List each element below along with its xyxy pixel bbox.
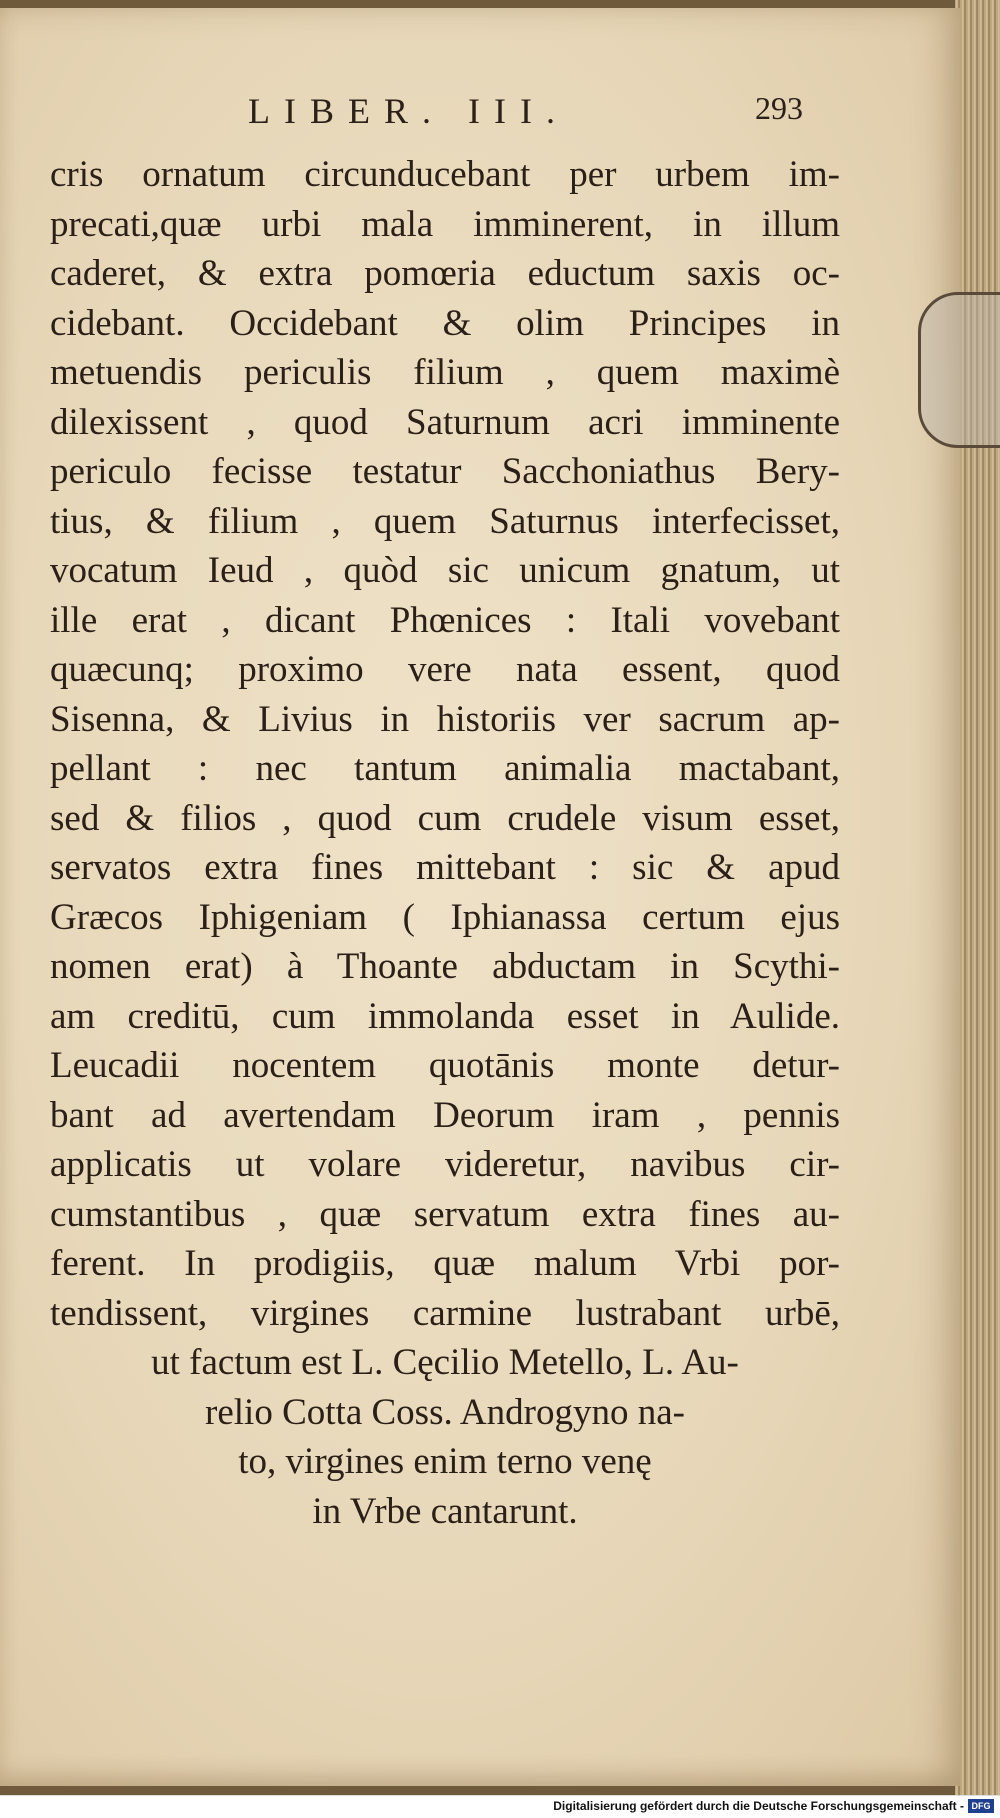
text-line: ille erat , dicant Phœnices : Itali vovebant (50, 599, 840, 641)
text-line: sed & filios , quod cum crudele visum esset, (50, 797, 840, 839)
running-head: LIBER. III. (248, 91, 569, 131)
page-header (0, 90, 960, 150)
text-line: Leucadii nocentem quotānis monte detur- (50, 1045, 840, 1086)
text-line: tius, & filium , quem Saturnus interfecisset, (50, 500, 840, 542)
text-line: dilexissent , quod Saturnum acri imminente (50, 401, 840, 443)
page-clip (918, 292, 1000, 448)
text-line: tendissent, virgines carmine lustrabant urbē, (50, 1292, 840, 1334)
book-page (0, 8, 960, 1786)
text-line: cidebant. Occidebant & olim Principes in (50, 302, 840, 344)
book-page-edges (955, 0, 1000, 1795)
text-line: ut factum est L. Cęcilio Metello, L. Au- (151, 1342, 739, 1383)
text-line: relio Cotta Coss. Androgyno na- (205, 1391, 685, 1433)
text-line: quæcunq; proximo vere nata essent, quod (50, 649, 840, 690)
text-line: in Vrbe cantarunt. (312, 1490, 578, 1532)
text-line: periculo fecisse testatur Sacchoniathus Bery- (50, 451, 840, 492)
digitization-footer (0, 1795, 1000, 1818)
text-line: ferent. In prodigiis, quæ malum Vrbi por- (50, 1243, 840, 1284)
text-line: bant ad avertendam Deorum iram , pennis (50, 1094, 840, 1136)
dfg-logo: DFG (968, 1799, 994, 1813)
text-line: servatos extra fines mittebant : sic & apud (50, 847, 840, 888)
text-line: Græcos Iphigeniam ( Iphianassa certum ejus (50, 896, 840, 938)
text-line: cumstantibus , quæ servatum extra fines au- (50, 1193, 840, 1235)
page-number: 293 (755, 90, 803, 126)
text-line: Sisenna, & Livius in historiis ver sacrum ap- (50, 698, 840, 740)
text-line: vocatum Ieud , quòd sic unicum gnatum, ut (50, 550, 840, 591)
text-line: cris ornatum circunducebant per urbem im- (50, 154, 840, 195)
text-line: nomen erat) à Thoante abductam in Scythi- (50, 946, 840, 987)
funding-credit: Digitalisierung gefördert durch die Deutsche Forschungsgemeinschaft - (553, 1799, 964, 1813)
text-line: am creditū, cum immolanda esset in Aulide. (50, 995, 840, 1037)
text-line: to, virgines enim terno venę (238, 1441, 652, 1482)
text-line: metuendis periculis filium , quem maximè (50, 352, 840, 393)
text-line: pellant : nec tantum animalia mactabant, (50, 748, 840, 789)
text-line: caderet, & extra pomœria eductum saxis oc- (50, 253, 840, 294)
body-text (50, 150, 840, 1536)
text-line: applicatis ut volare videretur, navibus cir- (50, 1144, 840, 1185)
text-line: precati,quæ urbi mala imminerent, in illum (50, 203, 840, 245)
